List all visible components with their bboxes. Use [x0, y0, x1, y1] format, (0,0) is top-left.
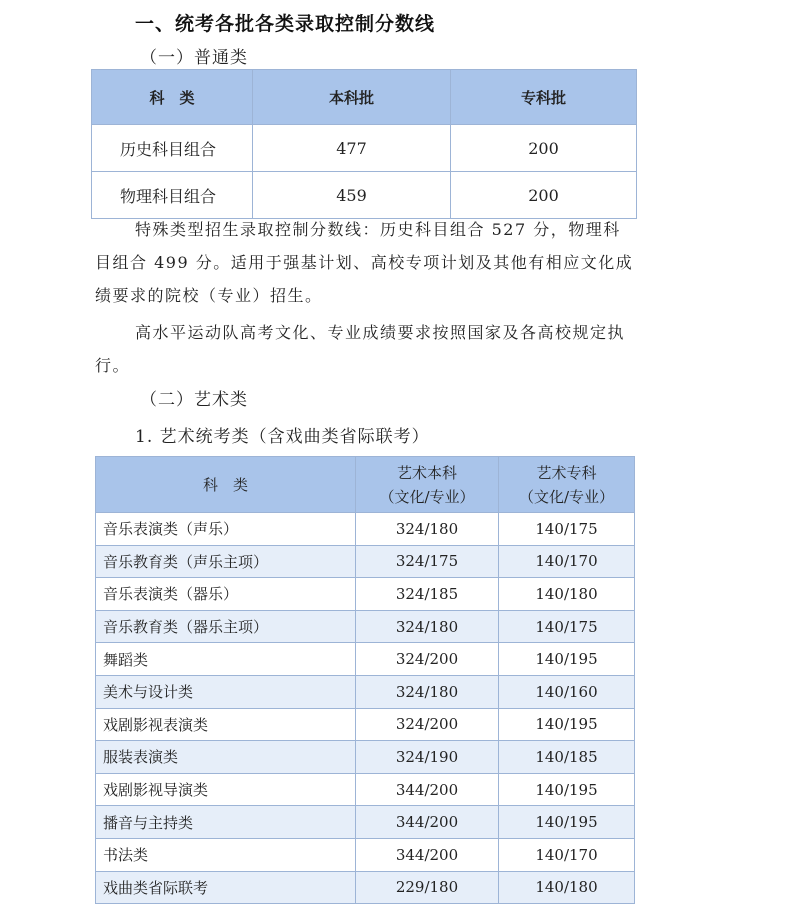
- athletics-paragraph: 高水平运动队高考文化、专业成绩要求按照国家及各高校规定执行。: [95, 323, 626, 375]
- row-subject: 服装表演类: [96, 741, 356, 774]
- row-art-undergrad-score: 324/200: [356, 708, 499, 741]
- table-row: [96, 675, 635, 708]
- main-heading: 一、统考各批各类录取控制分数线: [135, 13, 436, 35]
- table-row: [96, 545, 635, 578]
- row-undergrad-score: 459: [253, 172, 451, 219]
- section-general-title: （一）普通类: [140, 48, 248, 68]
- row-art-junior-score: 140/175: [499, 513, 635, 546]
- row-art-junior-score: 140/180: [499, 871, 635, 904]
- table-row: [96, 773, 635, 806]
- row-subject: 音乐表演类（器乐）: [96, 578, 356, 611]
- table-row: [96, 610, 635, 643]
- row-art-junior-score: 140/195: [499, 708, 635, 741]
- row-art-junior-score: 140/175: [499, 610, 635, 643]
- row-subject: 戏剧影视表演类: [96, 708, 356, 741]
- row-art-junior-score: 140/170: [499, 838, 635, 871]
- row-subject: 音乐教育类（声乐主项）: [96, 545, 356, 578]
- art-exam-subtitle: 1. 艺术统考类（含戏曲类省际联考）: [135, 427, 430, 447]
- header-art-junior: [499, 457, 635, 513]
- row-art-undergrad-score: 344/200: [356, 773, 499, 806]
- row-art-undergrad-score: 344/200: [356, 838, 499, 871]
- header-art-junior-sub: （文化/专业）: [518, 487, 615, 506]
- row-junior-score: 200: [451, 172, 637, 219]
- row-art-junior-score: 140/170: [499, 545, 635, 578]
- row-art-undergrad-score: 324/200: [356, 643, 499, 676]
- row-junior-score: 200: [451, 125, 637, 172]
- header-art-junior-label: 艺术专科: [536, 463, 597, 482]
- row-art-undergrad-score: 324/175: [356, 545, 499, 578]
- row-art-junior-score: 140/195: [499, 806, 635, 839]
- table-header-row: [92, 70, 637, 125]
- table-header-row: [96, 457, 635, 513]
- table-row: [96, 708, 635, 741]
- row-subject: 美术与设计类: [96, 675, 356, 708]
- row-subject: 音乐表演类（声乐）: [96, 513, 356, 546]
- row-art-undergrad-score: 324/185: [356, 578, 499, 611]
- section-art-title: （二）艺术类: [140, 390, 248, 410]
- row-art-undergrad-score: 324/180: [356, 513, 499, 546]
- row-art-undergrad-score: 344/200: [356, 806, 499, 839]
- row-art-junior-score: 140/160: [499, 675, 635, 708]
- art-score-table: [95, 456, 635, 904]
- table-row: [96, 838, 635, 871]
- table-row: [96, 806, 635, 839]
- row-art-undergrad-score: 229/180: [356, 871, 499, 904]
- header-art-undergrad-sub: （文化/专业）: [379, 487, 475, 506]
- row-art-undergrad-score: 324/180: [356, 675, 499, 708]
- table-row: [96, 513, 635, 546]
- general-score-table: [91, 69, 637, 219]
- row-art-junior-score: 140/195: [499, 643, 635, 676]
- row-subject: 历史科目组合: [92, 125, 253, 172]
- header-junior-college: 专科批: [451, 70, 637, 125]
- header-art-undergrad: [356, 457, 499, 513]
- header-undergrad: 本科批: [253, 70, 451, 125]
- table-row: [92, 172, 637, 219]
- row-art-junior-score: 140/185: [499, 741, 635, 774]
- row-subject: 舞蹈类: [96, 643, 356, 676]
- art-table-body: [96, 513, 635, 904]
- row-art-junior-score: 140/195: [499, 773, 635, 806]
- header-subject: 科 类: [92, 70, 253, 125]
- row-art-junior-score: 140/180: [499, 578, 635, 611]
- row-undergrad-score: 477: [253, 125, 451, 172]
- table-row: [92, 125, 637, 172]
- row-subject: 戏曲类省际联考: [96, 871, 356, 904]
- row-art-undergrad-score: 324/190: [356, 741, 499, 774]
- header-subject: 科 类: [96, 457, 356, 513]
- row-subject: 书法类: [96, 838, 356, 871]
- table-row: [96, 741, 635, 774]
- row-subject: 音乐教育类（器乐主项）: [96, 610, 356, 643]
- table-row: [96, 578, 635, 611]
- row-subject: 物理科目组合: [92, 172, 253, 219]
- table-row: [96, 871, 635, 904]
- row-subject: 戏剧影视导演类: [96, 773, 356, 806]
- row-subject: 播音与主持类: [96, 806, 356, 839]
- row-art-undergrad-score: 324/180: [356, 610, 499, 643]
- table-row: [96, 643, 635, 676]
- special-type-paragraph: 特殊类型招生录取控制分数线：历史科目组合 527 分，物理科目组合 499 分。适用于强基计划、高校专项计划及其他有相应文化成绩要求的院校（专业）招生。: [95, 220, 634, 305]
- header-art-undergrad-label: 艺术本科: [396, 463, 457, 482]
